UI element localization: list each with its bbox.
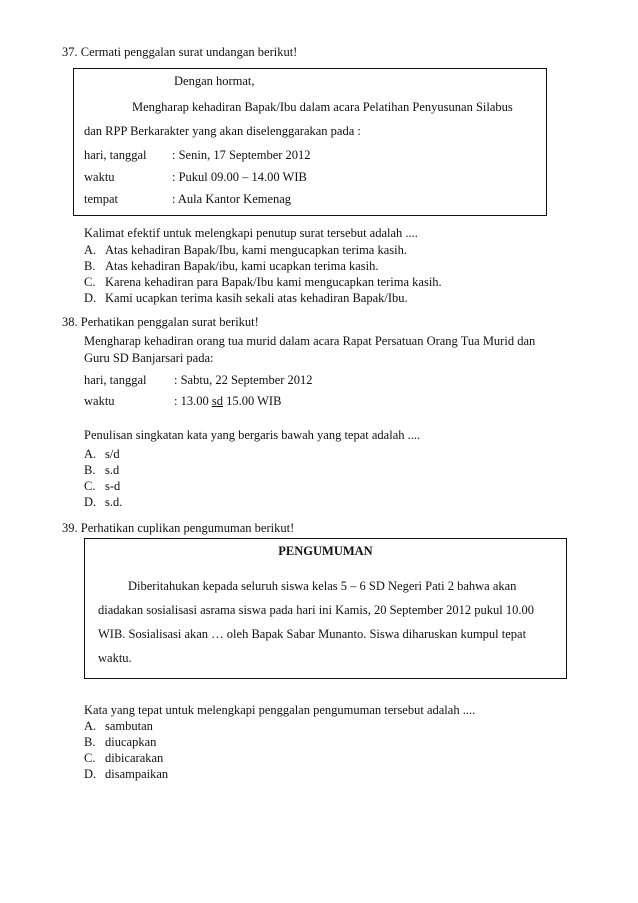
- q38-row-value: [174, 394, 281, 409]
- q37-row-value: : Aula Kantor Kemenag: [172, 192, 292, 206]
- q37-letter-line2: dan RPP Berkarakter yang akan diselenggarakan pada :: [84, 124, 361, 138]
- q37-row-value: : Senin, 17 September 2012: [172, 148, 311, 162]
- q38-letter-line1: Mengharap kehadiran orang tua murid dalam acara Rapat Persatuan Orang Tua Murid dan: [84, 334, 536, 348]
- q38-option-letter: C.: [84, 479, 96, 493]
- q37-option-letter: B.: [84, 259, 96, 273]
- q37-option-text: Kami ucapkan terima kasih sekali atas kehadiran Bapak/Ibu.: [105, 291, 408, 305]
- q39-option-letter: B.: [84, 735, 96, 749]
- q39-option-text: sambutan: [105, 719, 153, 733]
- q38-question: Penulisan singkatan kata yang bergaris bawah yang tepat adalah ....: [84, 428, 421, 442]
- q39-announcement-line1: Diberitahukan kepada seluruh siswa kelas 5 – 6 SD Negeri Pati 2 bahwa akan: [128, 579, 517, 593]
- q38-option-text: s/d: [105, 447, 120, 461]
- q39-option-letter: A.: [84, 719, 97, 733]
- q38-row-label: waktu: [84, 394, 115, 408]
- q37-letter-line1: Mengharap kehadiran Bapak/Ibu dalam acara Pelatihan Penyusunan Silabus: [132, 100, 513, 114]
- q37-letter-box: [73, 68, 547, 216]
- q37-option-text: Karena kehadiran para Bapak/Ibu kami mengucapkan terima kasih.: [105, 275, 442, 289]
- q38-option-text: s.d: [105, 463, 120, 477]
- q38-row-label: hari, tanggal: [84, 373, 147, 387]
- q39-option-text: dibicarakan: [105, 751, 164, 765]
- q38-time-start: : 13.00: [174, 394, 212, 408]
- q39-announcement-title: PENGUMUMAN: [278, 544, 373, 558]
- q37-option-text: Atas kehadiran Bapak/ibu, kami ucapkan terima kasih.: [105, 259, 379, 273]
- q38-row-value: : Sabtu, 22 September 2012: [174, 373, 313, 387]
- q37-row-label: waktu: [84, 170, 115, 184]
- q37-row-label: hari, tanggal: [84, 148, 147, 162]
- q39-option-letter: C.: [84, 751, 96, 765]
- q38-letter-line2: Guru SD Banjarsari pada:: [84, 351, 214, 365]
- q37-greeting: Dengan hormat,: [174, 74, 255, 88]
- q38-option-letter: D.: [84, 495, 97, 509]
- q37-option-letter: C.: [84, 275, 96, 289]
- q38-option-letter: A.: [84, 447, 97, 461]
- q37-row-value: : Pukul 09.00 – 14.00 WIB: [172, 170, 307, 184]
- q37-option-text: Atas kehadiran Bapak/Ibu, kami mengucapkan terima kasih.: [105, 243, 407, 257]
- q37-option-letter: A.: [84, 243, 97, 257]
- q38-underlined-abbreviation: sd: [211, 394, 223, 408]
- q39-option-text: diucapkan: [105, 735, 157, 749]
- q38-time-end: 15.00 WIB: [222, 394, 282, 408]
- q39-option-text: disampaikan: [105, 767, 169, 781]
- q37-heading: 37. Cermati penggalan surat undangan berikut!: [62, 45, 298, 59]
- q37-option-letter: D.: [84, 291, 97, 305]
- q39-announcement-line2: diadakan sosialisasi asrama siswa pada hari ini Kamis, 20 September 2012 pukul 10.00: [98, 603, 535, 617]
- q38-option-text: s-d: [105, 479, 121, 493]
- q39-announcement-line3: WIB. Sosialisasi akan … oleh Bapak Sabar Munanto. Siswa diharuskan kumpul tepat: [98, 627, 527, 641]
- q38-heading: 38. Perhatikan penggalan surat berikut!: [62, 315, 259, 329]
- q39-announcement-box: [84, 538, 567, 679]
- q37-row-label: tempat: [84, 192, 119, 206]
- q39-heading: 39. Perhatikan cuplikan pengumuman berikut!: [62, 521, 295, 535]
- q38-option-text: s.d.: [105, 495, 123, 509]
- q39-announcement-line4: waktu.: [98, 651, 132, 665]
- q39-question: Kata yang tepat untuk melengkapi penggalan pengumuman tersebut adalah ....: [84, 703, 476, 717]
- q37-question: Kalimat efektif untuk melengkapi penutup surat tersebut adalah ....: [84, 226, 418, 240]
- q38-option-letter: B.: [84, 463, 96, 477]
- q39-option-letter: D.: [84, 767, 97, 781]
